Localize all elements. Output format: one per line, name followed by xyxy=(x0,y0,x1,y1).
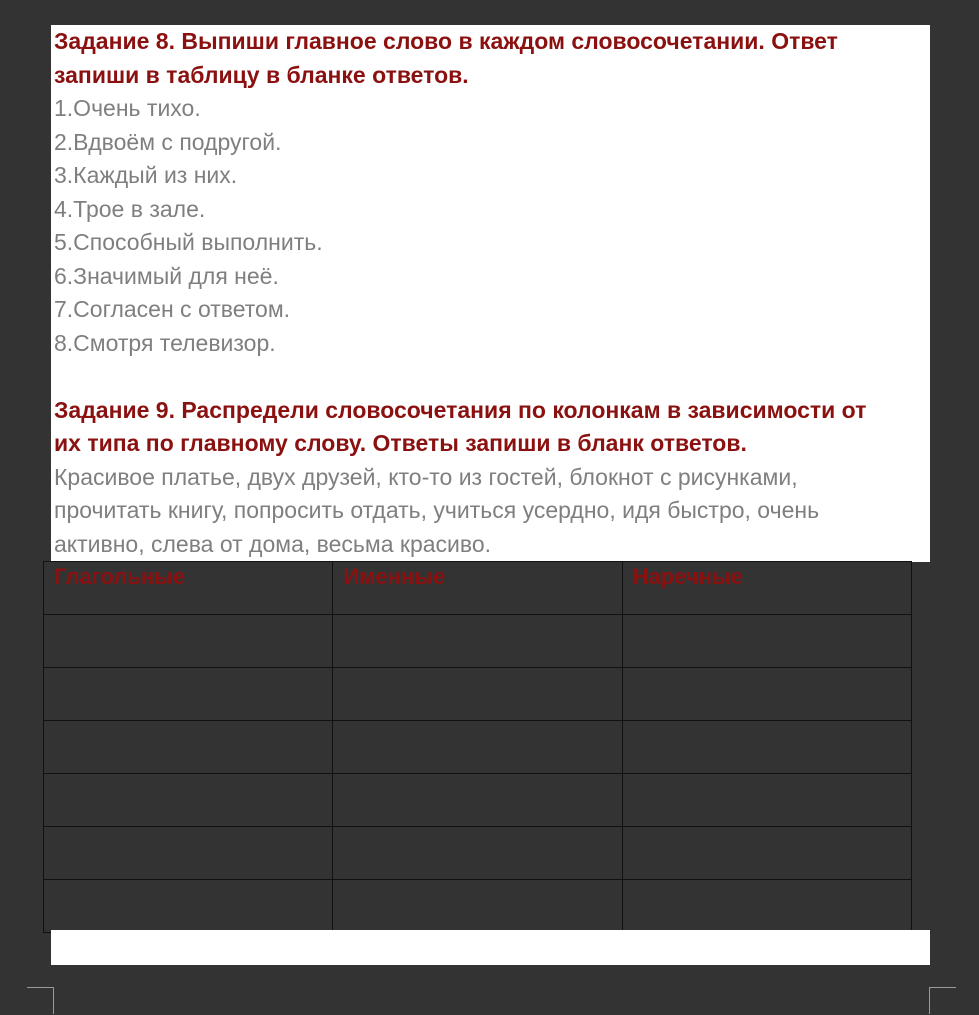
table-row xyxy=(44,880,912,933)
task9-text-line3: активно, слева от дома, весьма красиво. xyxy=(54,530,492,557)
task8-item-6: 6.Значимый для неё. xyxy=(54,262,279,289)
task8-item-4: 4.Трое в зале. xyxy=(54,195,206,222)
header-nominal: Именные xyxy=(343,564,446,589)
table-row xyxy=(44,668,912,721)
task9-text-line1: Красивое платье, двух друзей, кто-то из гостей, блокнот с рисунками, xyxy=(54,463,798,490)
page-footer-strip xyxy=(51,930,930,965)
table-cell[interactable] xyxy=(44,721,333,774)
table-cell[interactable] xyxy=(622,721,911,774)
header-cell-adverbial xyxy=(622,562,911,615)
table-row xyxy=(44,615,912,668)
task9-title-line2: их типа по главному слову. Ответы запиши в бланк ответов. xyxy=(54,430,747,456)
table-cell[interactable] xyxy=(333,615,622,668)
table-row xyxy=(44,721,912,774)
table-cell[interactable] xyxy=(622,827,911,880)
task8-item-2: 2.Вдвоём с подругой. xyxy=(54,128,282,155)
task8-item-5: 5.Способный выполнить. xyxy=(54,229,323,255)
table-cell[interactable] xyxy=(44,774,333,827)
table-cell[interactable] xyxy=(44,615,333,668)
table-cell[interactable] xyxy=(622,615,911,668)
margin-corner-right xyxy=(929,987,956,1014)
paragraph-gap xyxy=(51,360,930,394)
table-cell[interactable] xyxy=(622,668,911,721)
task9-title-line1: Задание 9. Распредели словосочетания по колонкам в зависимости от xyxy=(54,396,867,423)
table-row xyxy=(44,774,912,827)
task8-item-8: 8.Смотря телевизор. xyxy=(54,329,276,356)
table-header-row xyxy=(44,562,912,615)
task8-title-line1: Задание 8. Выпиши главное слово в каждом словосочетании. Ответ xyxy=(54,28,838,54)
task9-text-line2: прочитать книгу, попросить отдать, учиться усердно, идя быстро, очень xyxy=(54,497,820,523)
header-adverbial: Наречные xyxy=(632,564,743,589)
table-cell[interactable] xyxy=(333,668,622,721)
answer-table xyxy=(43,561,912,933)
table-cell[interactable] xyxy=(333,827,622,880)
header-cell-verbal xyxy=(44,562,333,615)
task8-item-3: 3.Каждый из них. xyxy=(54,162,238,188)
task8-title-line2: запиши в таблицу в бланке ответов. xyxy=(54,61,469,88)
task8-item-7: 7.Согласен с ответом. xyxy=(54,296,291,322)
table-cell[interactable] xyxy=(622,880,911,933)
table-cell[interactable] xyxy=(333,774,622,827)
document-page xyxy=(51,25,930,562)
table-cell[interactable] xyxy=(622,774,911,827)
table-cell[interactable] xyxy=(333,721,622,774)
table-cell[interactable] xyxy=(333,880,622,933)
task8-item-1: 1.Очень тихо. xyxy=(54,95,201,121)
header-verbal: Глагольные xyxy=(54,564,186,589)
table-cell[interactable] xyxy=(44,668,333,721)
margin-corner-left xyxy=(27,987,54,1014)
header-cell-nominal xyxy=(333,562,622,615)
table-row xyxy=(44,827,912,880)
table-cell[interactable] xyxy=(44,827,333,880)
table-cell[interactable] xyxy=(44,880,333,933)
